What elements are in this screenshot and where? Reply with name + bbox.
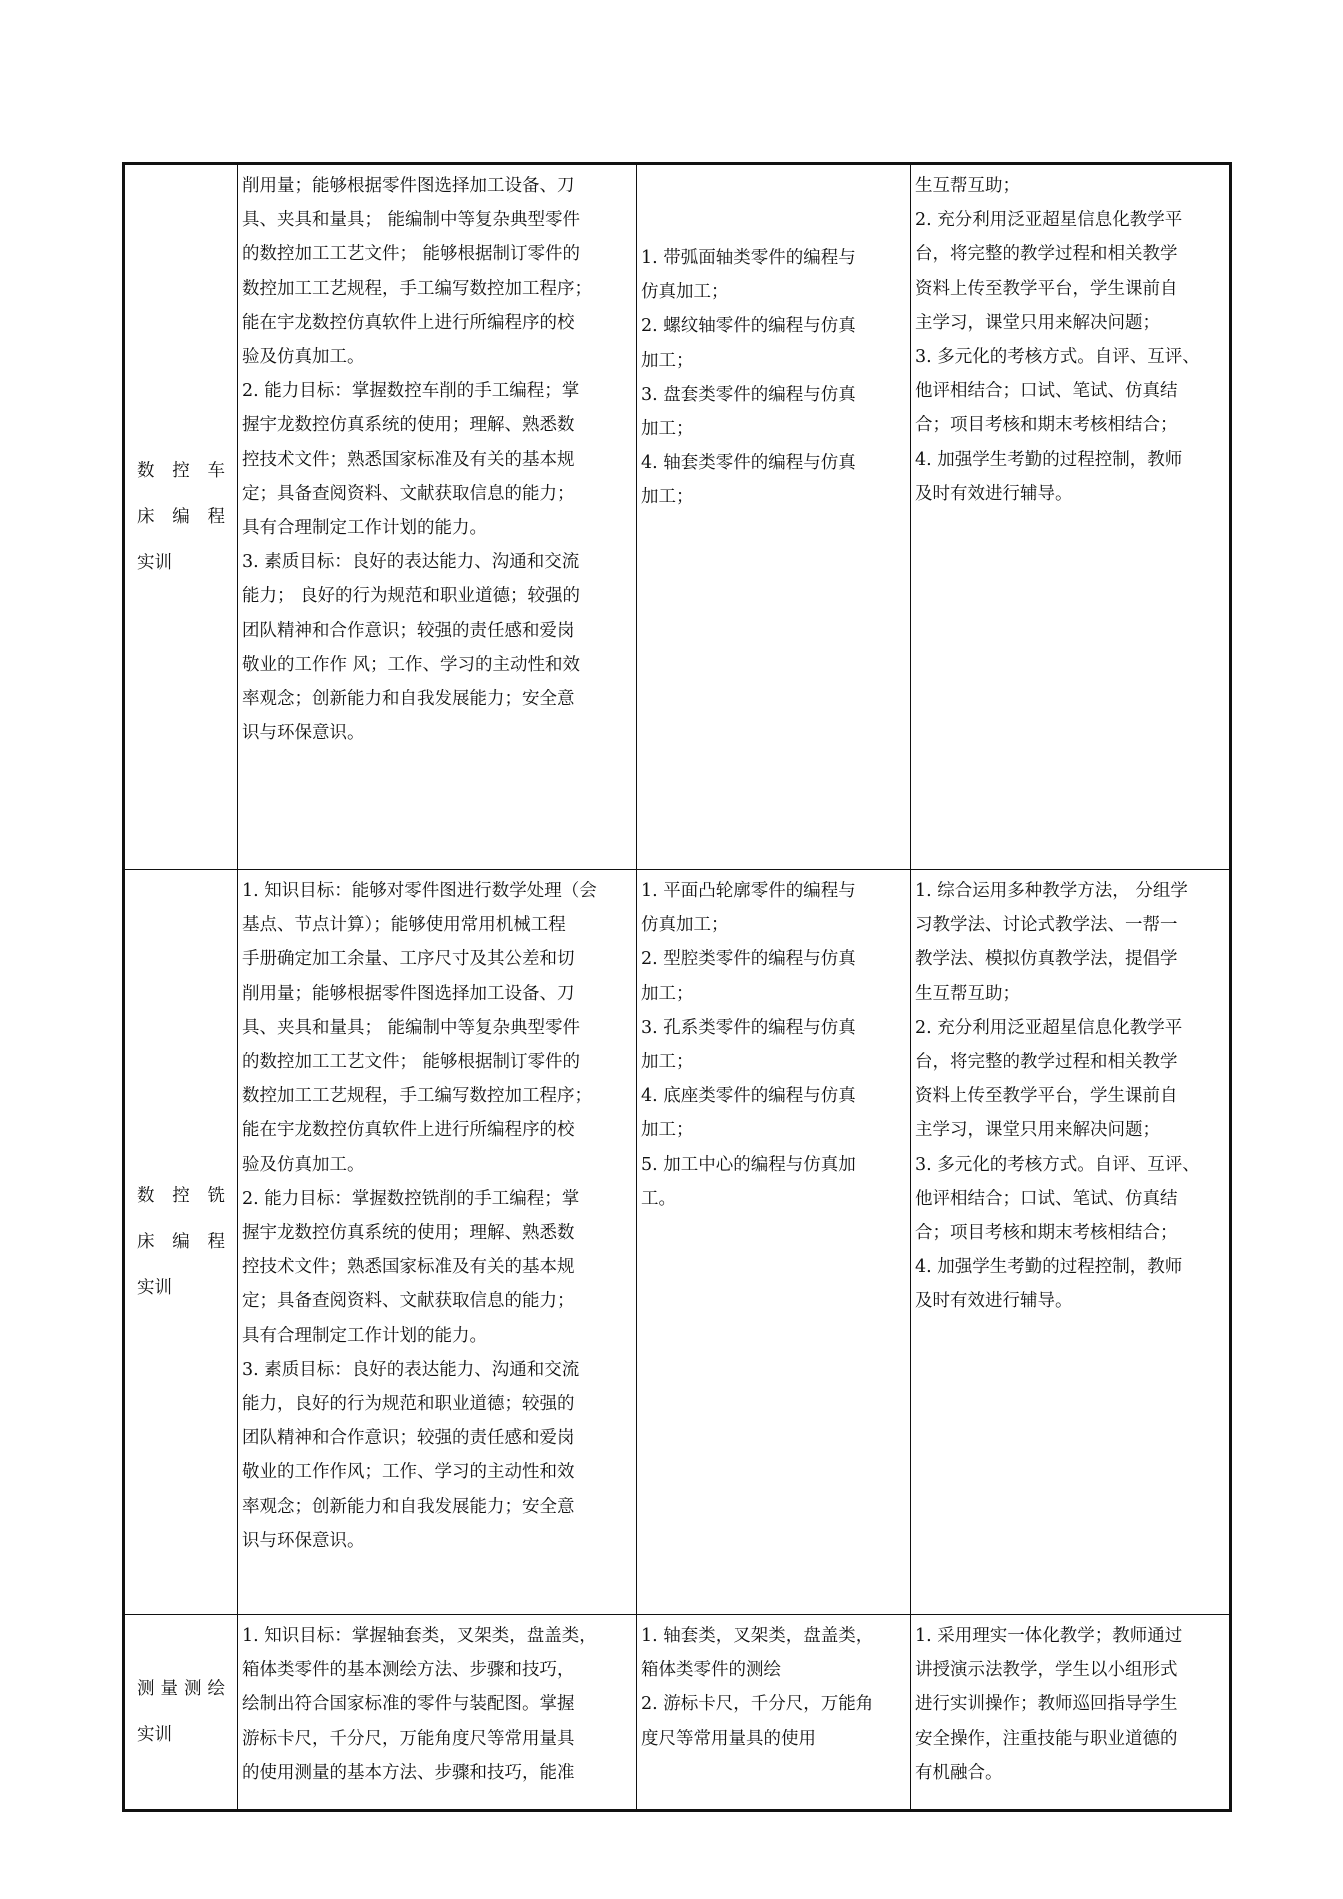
course-name-line: 床 编 程 (137, 507, 225, 527)
text-line: 合；项目考核和期末考核相结合； (915, 1223, 1178, 1244)
text-line: 具有合理制定工作计划的能力。 (242, 518, 487, 539)
text-line: 数控加工工艺规程，手工编写数控加工程序； (242, 1086, 592, 1107)
text-line: 游标卡尺，千分尺，万能角度尺等常用量具 (242, 1728, 575, 1749)
text-line: 1. 带弧面轴类零件的编程与 (641, 248, 856, 268)
text-line: 仿真加工； (641, 915, 729, 936)
text-line: 加工； (641, 983, 694, 1004)
course-name-cell (124, 164, 238, 870)
text-line: 的使用测量的基本方法、步骤和技巧，能准 (242, 1762, 575, 1783)
text-line: 教学法、模拟仿真教学法，提倡学 (915, 949, 1178, 970)
course-name-line: 实训 (137, 1278, 172, 1298)
text-line: 削用量；能够根据零件图选择加工设备、刀 (242, 176, 575, 196)
table-row (124, 870, 1231, 1615)
text-line: 2. 充分利用泛亚超星信息化教学平 (915, 1017, 1183, 1038)
course-name-line: 数 控 铣 (137, 1186, 225, 1206)
text-line: 主学习，课堂只用来解决问题； (915, 1120, 1160, 1141)
text-line: 加工； (641, 350, 694, 371)
text-line: 3. 多元化的考核方式。自评、互评、 (915, 347, 1200, 368)
text-line: 3. 盘套类零件的编程与仿真 (641, 384, 856, 405)
text-line: 箱体类零件的测绘 (641, 1660, 781, 1681)
text-line: 资料上传至教学平台，学生课前自 (915, 1086, 1178, 1107)
text-line: 2. 能力目标：掌握数控铣削的手工编程；掌 (242, 1188, 580, 1209)
text-line: 团队精神和合作意识；较强的责任感和爱岗 (242, 620, 575, 641)
text-line: 台，将完整的教学过程和相关教学 (915, 244, 1178, 265)
text-line: 加工； (641, 1052, 694, 1073)
text-line: 生互帮互助； (915, 176, 1020, 196)
text-line: 4. 加强学生考勤的过程控制，教师 (915, 449, 1183, 470)
text-line: 具、夹具和量具； 能编制中等复杂典型零件 (242, 1017, 581, 1038)
text-line: 3. 多元化的考核方式。自评、互评、 (915, 1154, 1200, 1175)
text-line: 验及仿真加工。 (242, 347, 365, 368)
text-line: 及时有效进行辅导。 (915, 1291, 1073, 1312)
text-line: 2. 充分利用泛亚超星信息化教学平 (915, 210, 1183, 231)
text-line: 4. 轴套类零件的编程与仿真 (641, 453, 856, 474)
text-line: 识与环保意识。 (242, 723, 365, 744)
text-line: 定；具备查阅资料、文献获取信息的能力； (242, 483, 575, 504)
text-line: 主学习，课堂只用来解决问题； (915, 312, 1160, 333)
text-line: 3. 孔系类零件的编程与仿真 (641, 1017, 856, 1038)
text-line: 绘制出符合国家标准的零件与装配图。掌握 (242, 1694, 575, 1715)
text-line: 具、夹具和量具； 能编制中等复杂典型零件 (242, 210, 581, 231)
content-cell (637, 1615, 911, 1811)
methods-cell (911, 1615, 1231, 1811)
text-line: 控技术文件；熟悉国家标准及有关的基本规 (242, 1257, 575, 1278)
text-line: 他评相结合；口试、笔试、仿真结 (915, 381, 1178, 402)
text-line: 4. 底座类零件的编程与仿真 (641, 1086, 856, 1107)
text-line: 敬业的工作作 风；工作、学习的主动性和效 (242, 654, 581, 675)
text-line: 识与环保意识。 (242, 1530, 365, 1551)
text-line: 敬业的工作作风；工作、学习的主动性和效 (242, 1462, 575, 1483)
course-name-cell (124, 1615, 238, 1811)
text-line: 习教学法、讨论式教学法、一帮一 (915, 915, 1178, 936)
methods-cell (911, 164, 1231, 870)
text-line: 资料上传至教学平台，学生课前自 (915, 278, 1178, 299)
text-line: 及时有效进行辅导。 (915, 483, 1073, 504)
targets-cell (238, 870, 637, 1615)
text-line: 手册确定加工余量、工序尺寸及其公差和切 (242, 949, 575, 970)
text-line: 1. 采用理实一体化教学；教师通过 (915, 1626, 1183, 1646)
text-line: 验及仿真加工。 (242, 1154, 365, 1175)
text-line: 1. 综合运用多种教学方法， 分组学 (915, 881, 1188, 901)
text-line: 生互帮互助； (915, 983, 1020, 1004)
text-line: 仿真加工； (641, 282, 729, 303)
text-line: 定；具备查阅资料、文献获取信息的能力； (242, 1291, 575, 1312)
text-line: 加工； (641, 419, 694, 440)
text-line: 2. 游标卡尺，千分尺，万能角 (641, 1694, 874, 1715)
text-line: 能在宇龙数控仿真软件上进行所编程序的校 (242, 1120, 575, 1141)
text-line: 4. 加强学生考勤的过程控制，教师 (915, 1257, 1183, 1278)
text-line: 合；项目考核和期末考核相结合； (915, 415, 1178, 436)
text-line: 的数控加工工艺文件； 能够根据制订零件的 (242, 1052, 581, 1073)
methods-cell (911, 870, 1231, 1615)
text-line: 1. 轴套类，叉架类，盘盖类， (641, 1626, 874, 1646)
targets-cell (238, 1615, 637, 1811)
text-line: 1. 知识目标：掌握轴套类，叉架类，盘盖类， (242, 1626, 597, 1646)
text-line: 安全操作，注重技能与职业道德的 (915, 1728, 1178, 1749)
text-line: 度尺等常用量具的使用 (641, 1728, 816, 1749)
text-line: 工。 (641, 1188, 676, 1209)
text-line: 他评相结合；口试、笔试、仿真结 (915, 1188, 1178, 1209)
course-name-line: 床 编 程 (137, 1232, 225, 1252)
text-line: 进行实训操作；教师巡回指导学生 (915, 1694, 1178, 1715)
text-line: 能在宇龙数控仿真软件上进行所编程序的校 (242, 312, 575, 333)
course-name-line: 实训 (137, 1725, 172, 1745)
text-line: 的数控加工工艺文件； 能够根据制订零件的 (242, 244, 581, 265)
text-line: 有机融合。 (915, 1762, 1003, 1783)
text-line: 握宇龙数控仿真系统的使用；理解、熟悉数 (242, 415, 575, 436)
text-line: 2. 螺纹轴零件的编程与仿真 (641, 316, 856, 337)
text-line: 数控加工工艺规程，手工编写数控加工程序； (242, 278, 592, 299)
table-row (124, 164, 1231, 870)
text-line: 1. 知识目标：能够对零件图进行数学处理（会 (242, 881, 597, 901)
text-line: 控技术文件；熟悉国家标准及有关的基本规 (242, 449, 575, 470)
course-table (122, 162, 1232, 1812)
text-line: 3. 素质目标：良好的表达能力、沟通和交流 (242, 552, 580, 573)
text-line: 团队精神和合作意识；较强的责任感和爱岗 (242, 1428, 575, 1449)
text-line: 能力，良好的行为规范和职业道德；较强的 (242, 1394, 575, 1415)
text-line: 削用量；能够根据零件图选择加工设备、刀 (242, 983, 575, 1004)
text-line: 台，将完整的教学过程和相关教学 (915, 1052, 1178, 1073)
text-line: 率观念；创新能力和自我发展能力；安全意 (242, 1496, 575, 1517)
text-line: 3. 素质目标：良好的表达能力、沟通和交流 (242, 1359, 580, 1380)
text-line: 基点、节点计算）；能够使用常用机械工程 (242, 915, 566, 936)
course-name-line: 测 量 测 绘 (137, 1679, 225, 1699)
text-line: 能力； 良好的行为规范和职业道德；较强的 (242, 586, 581, 607)
content-cell (637, 870, 911, 1615)
course-name-line: 数 控 车 (137, 461, 225, 481)
text-line: 加工； (641, 487, 694, 508)
text-line: 加工； (641, 1120, 694, 1141)
text-line: 箱体类零件的基本测绘方法、步骤和技巧， (242, 1660, 575, 1681)
course-name-cell (124, 870, 238, 1615)
content-cell (637, 164, 911, 870)
text-line: 2. 型腔类零件的编程与仿真 (641, 949, 856, 970)
text-line: 率观念；创新能力和自我发展能力；安全意 (242, 689, 575, 710)
text-line: 握宇龙数控仿真系统的使用；理解、熟悉数 (242, 1223, 575, 1244)
text-line: 1. 平面凸轮廓零件的编程与 (641, 881, 856, 901)
text-line: 2. 能力目标：掌握数控车削的手工编程；掌 (242, 381, 580, 402)
course-name-line: 实训 (137, 553, 172, 573)
text-line: 5. 加工中心的编程与仿真加 (641, 1154, 856, 1175)
targets-cell (238, 164, 637, 870)
table-row (124, 1615, 1231, 1811)
text-line: 具有合理制定工作计划的能力。 (242, 1325, 487, 1346)
text-line: 讲授演示法教学，学生以小组形式 (915, 1660, 1178, 1681)
